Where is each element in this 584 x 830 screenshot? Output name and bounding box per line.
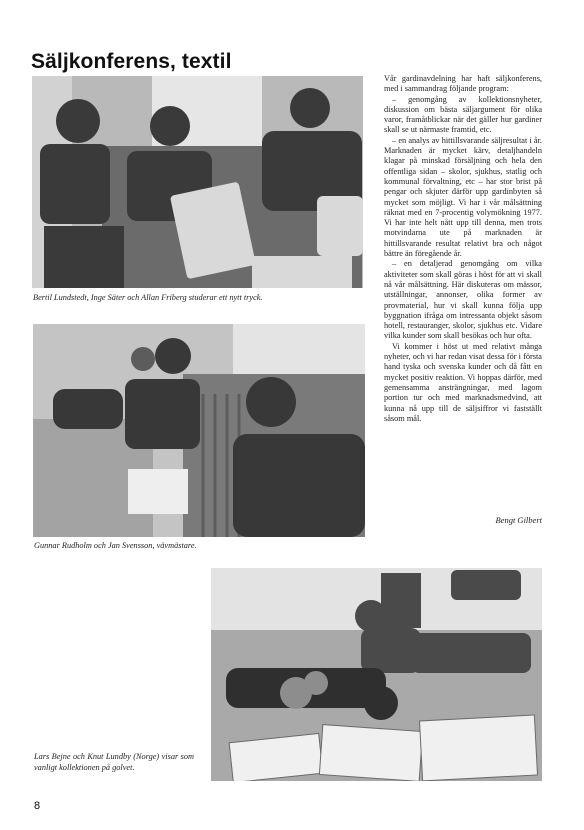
article-paragraph: – en detaljerad genomgång om vilka aktiviteter som skall göras i höst för att vi skall nå vår målsättning. Här diskuteras om mässor, utställningar, annonser, olika former av provmaterial, hur vi skall kunna följa upp byggnation ifråga om intressanta objekt såsom hotell, restauranger, skolor, sjukhus etc. Vidare vilka kunder som skall besökas och hur ofta.	[384, 259, 542, 341]
article-paragraph: – genomgång av kollektionsnyheter, diskussion om bästa säljargument för olika varor, framåtblickar när det gäller hur gardiner skall se ut närmaste framtid, etc.	[384, 94, 542, 135]
article-paragraph: – en analys av hittillsvarande säljresultat i år. Marknaden är mycket kärv, detaljhandeln klagar på minskad försäljning och hela den offentliga sidan – skolor, sjukhus, statlig och kommunal förvaltning, etc – har stor brist på pengar och skjuter därför upp gardinbyten så mycket som möjligt. Vi har i vår målsättning räknat med en 7-procentig volymökning 1977. Vi har inte helt nått upp till denna, men trots motvindarna ute på marknaden är hittillsvarande resultat relativt bra och något bättre än föregående år.	[384, 135, 542, 259]
page-title: Säljkonferens, textil	[31, 50, 232, 74]
article-signature: Bengt Gilbert	[495, 515, 542, 525]
photo-two-men-floor	[211, 568, 542, 781]
photo-caption: Gunnar Rudholm och Jan Svensson, vävmästare.	[34, 541, 197, 550]
photo-caption: Bertil Lundstedt, Inge Säter och Allan Friberg studerar ett nytt tryck.	[33, 293, 263, 302]
article-paragraph: Vår gardinavdelning har haft säljkonferens, med i sammandrag följande program:	[384, 74, 542, 94]
photo-caption: Lars Bejne och Knut Lundby (Norge) visar som vanligt kollektionen på golvet.	[34, 752, 194, 772]
article-body	[384, 74, 542, 424]
photo-two-men-sofa	[33, 324, 365, 537]
photo-three-men-sofa	[32, 76, 363, 288]
page-number: 8	[34, 800, 41, 812]
article-paragraph: Vi kommer i höst ut med relativt många nyheter, och vi har redan visat dessa för i första hand tyska och svenska kunder och då fått en mycket positiv reaktion. Vi hoppas därför, med gemensamma ansträngningar, med lagom portion tur och med marknadsmedvind, att kunna nå upp till de säljsiffror vi fastställt såsom mål.	[384, 341, 542, 423]
